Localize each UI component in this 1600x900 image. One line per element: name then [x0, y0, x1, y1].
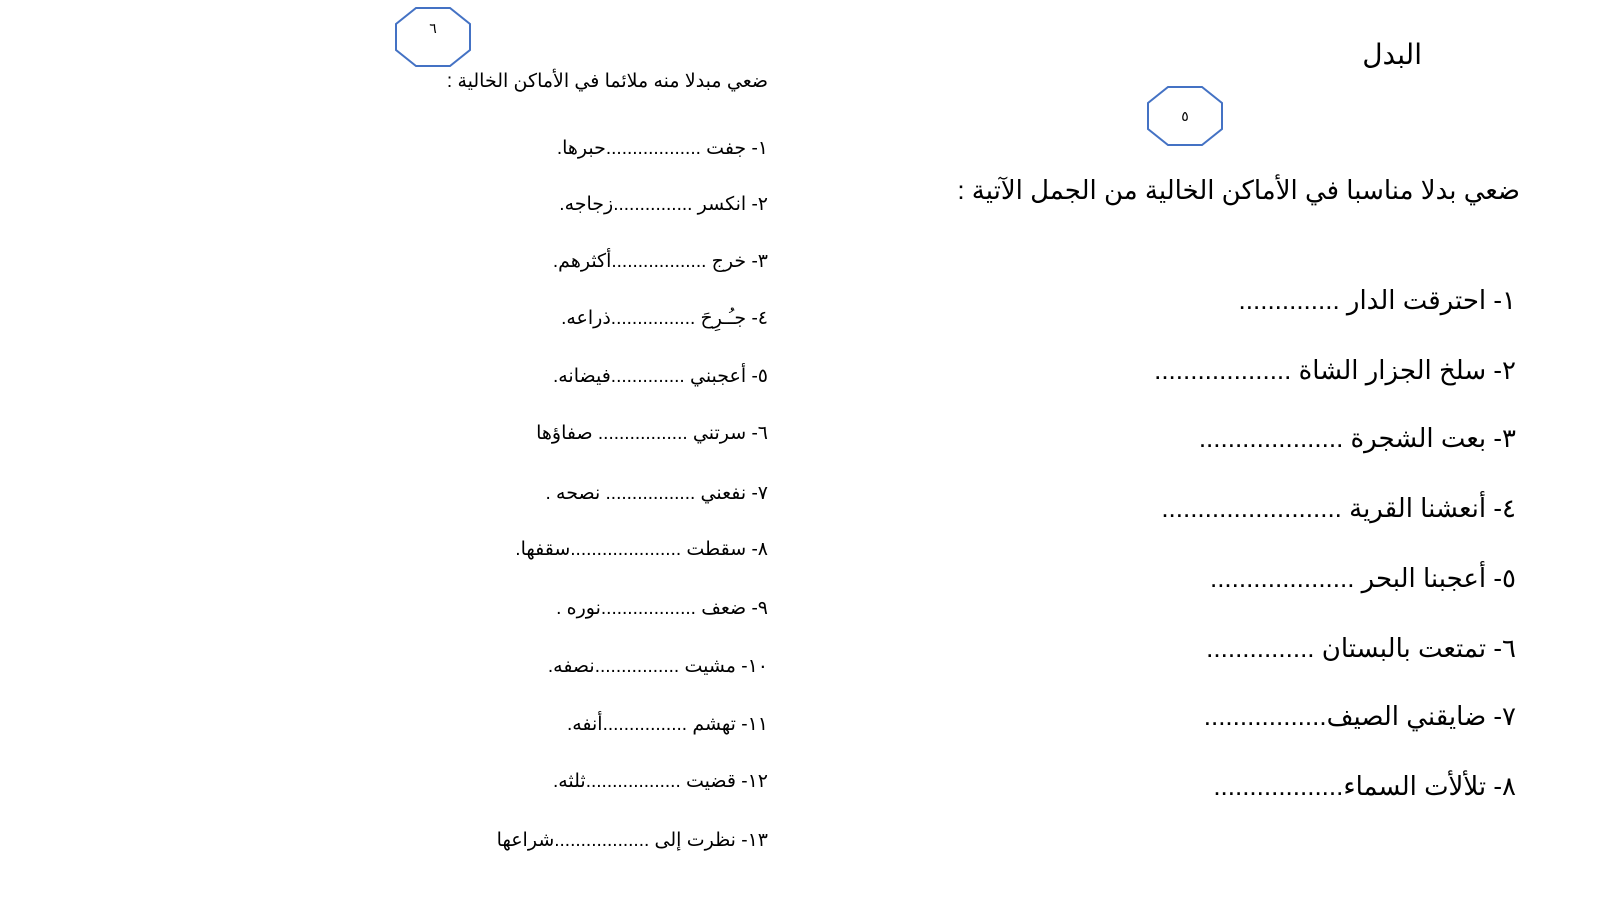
- exercise-6-number: ٦: [429, 20, 437, 36]
- list-item: ٨- سقطت .....................سقفها.: [515, 539, 768, 560]
- list-item: ١- احترقت الدار ..............: [1238, 285, 1516, 315]
- exercise-5-number-badge: [1144, 85, 1226, 147]
- list-item: ٣- بعت الشجرة ....................: [1198, 423, 1516, 453]
- list-item: ٣- خرج ..................أكثرهم.: [552, 251, 768, 272]
- list-item: ٥- أعجبني ..............فيضانه.: [552, 366, 768, 387]
- list-item: ١١- تهشم ................أنفه.: [566, 714, 768, 735]
- list-item: ١٢- قضيت ..................ثلثه.: [552, 771, 768, 792]
- list-item: ٧- ضايقني الصيف.................: [1203, 701, 1516, 731]
- list-item: ٦- سرتني ................. صفاؤها: [536, 423, 768, 444]
- list-item: ٧- نفعني ................. نصحه .: [545, 483, 768, 504]
- list-item: ١٣- نظرت إلى ..................شراعها: [496, 830, 768, 851]
- exercise-6-instruction: ضعي مبدلا منه ملائما في الأماكن الخالية :: [446, 71, 768, 92]
- list-item: ٤- جـُـرِحَ ................ذراعه.: [561, 308, 768, 329]
- list-item: ١٠- مشيت ................نصفه.: [547, 656, 768, 677]
- list-item: ٥- أعجبنا البحر ....................: [1209, 563, 1516, 593]
- page-title: البدل: [1362, 39, 1422, 70]
- list-item: ٢- سلخ الجزار الشاة ...................: [1154, 355, 1516, 385]
- exercise-6-number-badge: [392, 6, 474, 68]
- list-item: ٤- أنعشنا القرية .........................: [1161, 493, 1516, 523]
- list-item: ٨- تلألأت السماء..................: [1213, 771, 1516, 801]
- list-item: ١- جفت ..................حبرها.: [556, 138, 768, 159]
- exercise-5-number: ٥: [1181, 107, 1189, 124]
- list-item: ٢- انكسر ...............زجاجه.: [559, 194, 768, 215]
- exercise-5-instruction: ضعي بدلا مناسبا في الأماكن الخالية من الجمل الآتية :: [957, 175, 1520, 205]
- list-item: ٩- ضعف ..................نوره .: [556, 598, 768, 619]
- list-item: ٦- تمتعت بالبستان ...............: [1206, 633, 1516, 663]
